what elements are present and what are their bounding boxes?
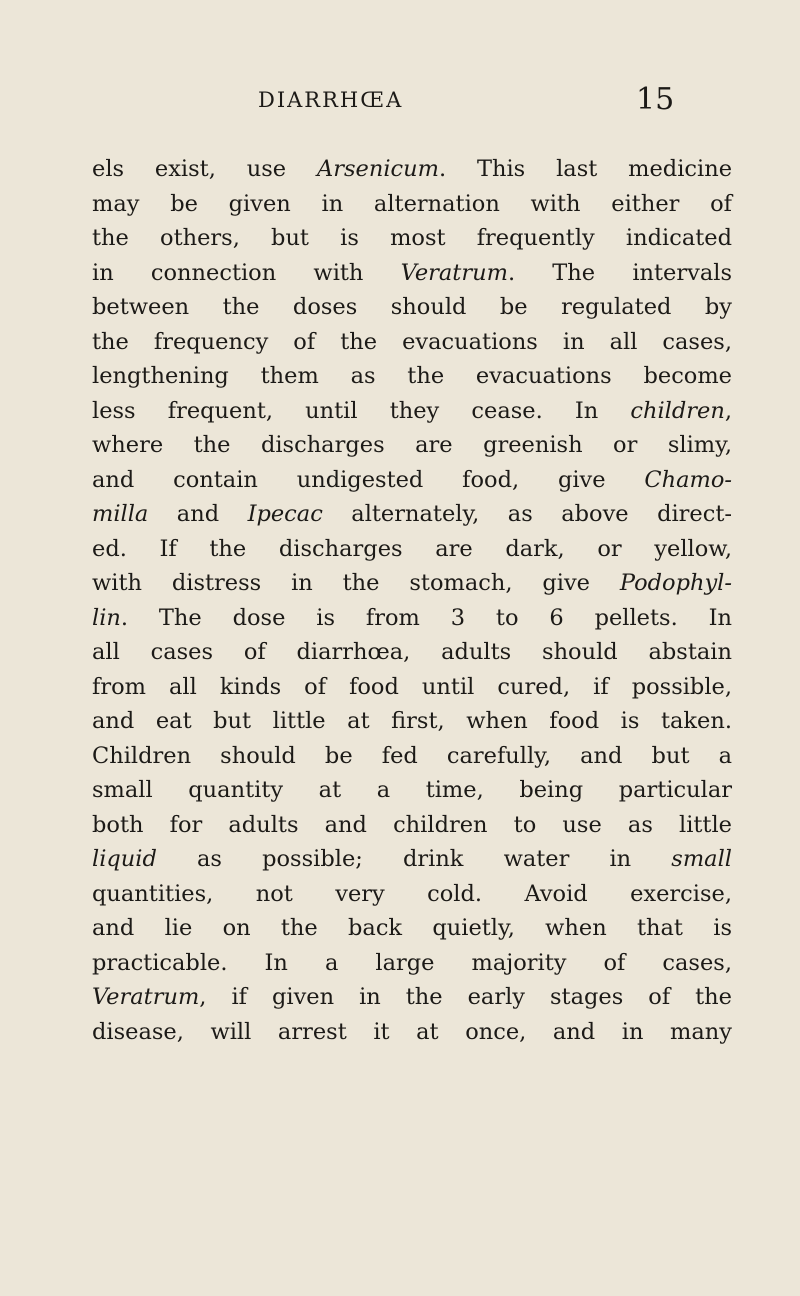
text-run: both for adults and children to use as little [92, 811, 732, 838]
text-run: disease, will arrest it at once, and in many [92, 1018, 732, 1045]
text-run: from all kinds of food until cured, if possible, [92, 673, 732, 700]
text-run: in connection with [92, 259, 401, 286]
text-line [92, 256, 732, 291]
text-line [92, 290, 732, 325]
text-run: quantities, not very cold. Avoid exercise, [92, 880, 732, 907]
italic-text: Veratrum [400, 259, 508, 286]
text-line [92, 877, 732, 912]
text-line [92, 359, 732, 394]
text-line [92, 394, 732, 429]
text-run: . The intervals [507, 259, 732, 286]
text-line [92, 808, 732, 843]
text-line [92, 842, 732, 877]
text-line [92, 1015, 732, 1050]
text-run: ed. If the discharges are dark, or yellow, [92, 535, 732, 562]
italic-text: lin [92, 604, 121, 631]
running-head [0, 82, 800, 122]
italic-text: Arsenicum [316, 156, 439, 182]
italic-text: Chamo- [644, 466, 732, 493]
text-run: small quantity at a time, being particular [92, 777, 732, 803]
text-line [92, 428, 732, 463]
italic-text: milla [92, 501, 149, 527]
text-run: the frequency of the evacuations in all cases, [92, 328, 732, 355]
text-line [92, 739, 732, 774]
text-run: practicable. In a large majority of cases, [92, 949, 732, 976]
text-run: alternately, as above direct- [322, 501, 732, 527]
text-line [92, 325, 732, 360]
text-run: and contain undigested food, give [92, 466, 645, 493]
italic-text: Ipecac [247, 501, 323, 527]
italic-text: small [671, 846, 732, 872]
text-line [92, 704, 732, 739]
text-run: with distress in the stomach, give [92, 570, 620, 596]
text-line [92, 463, 732, 498]
text-line [92, 187, 732, 222]
text-line [92, 497, 732, 532]
text-run: as possible; drink water in [156, 846, 672, 872]
text-run: and eat but little at first, when food is taken. [92, 708, 732, 734]
text-run: lengthening them as the evacuations become [92, 363, 732, 389]
italic-text: children [630, 397, 725, 424]
italic-text: liquid [92, 846, 157, 872]
text-run: Children should be fed carefully, and but a [92, 742, 732, 769]
text-run: between the doses should be regulated by [92, 294, 732, 320]
text-line [92, 221, 732, 256]
text-line [92, 946, 732, 981]
text-line [92, 635, 732, 670]
text-run: and lie on the back quietly, when that is [92, 915, 732, 941]
text-run: all cases of diarrhœa, adults should abstain [92, 639, 732, 665]
text-line [92, 566, 732, 601]
text-line [92, 532, 732, 567]
text-run: els exist, use [92, 156, 317, 182]
text-line [92, 773, 732, 808]
text-line [92, 980, 732, 1015]
italic-text: Veratrum [92, 984, 200, 1010]
text-run: . This last medicine [438, 156, 733, 182]
text-run: the others, but is most frequently indicated [92, 225, 732, 251]
text-line [92, 911, 732, 946]
running-title: DIARRHŒA [258, 88, 404, 112]
text-run: , [724, 397, 732, 424]
text-line [92, 670, 732, 705]
text-line [92, 152, 732, 187]
italic-text: Podophyl- [619, 570, 732, 596]
page-number: 15 [636, 82, 675, 117]
text-run: may be given in alternation with either of [92, 190, 732, 217]
body-text [92, 152, 732, 1049]
text-run: where the discharges are greenish or slimy, [92, 432, 732, 458]
text-run: . The dose is from 3 to 6 pellets. In [120, 604, 732, 631]
text-run: , if given in the early stages of the [199, 984, 732, 1010]
text-run: less frequent, until they cease. In [92, 397, 631, 424]
text-line [92, 601, 732, 636]
text-run: and [148, 501, 248, 527]
